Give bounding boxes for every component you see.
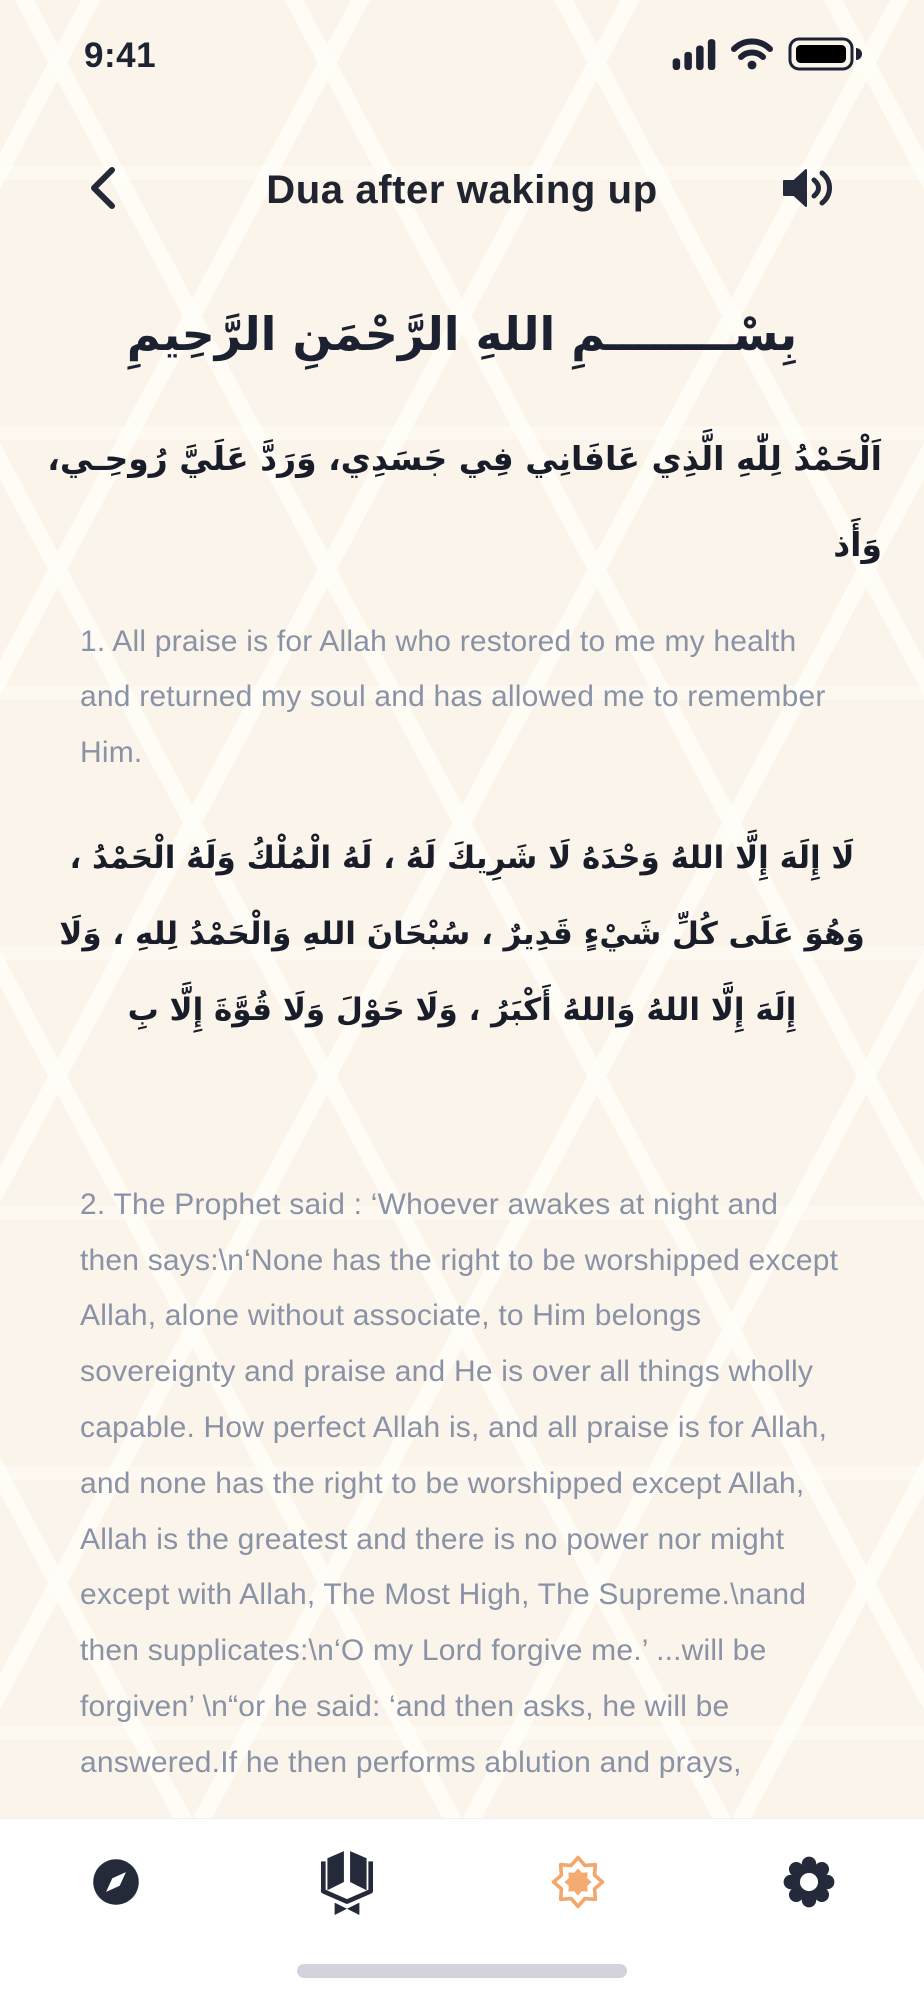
translation-text-1: 1. All praise is for Allah who restored to me my health and returned my soul and has allowed me to remember Him. <box>80 624 835 770</box>
nav-tab-duas-active[interactable] <box>462 1853 693 1915</box>
arabic-text-2: لَا إِلَهَ إِلَّا اللهُ وَحْدَهُ لَا شَرِيكَ لَهُ ، لَهُ الْمُلْكُ وَلَهُ الْحَمْدُ ، وَهُوَ عَلَى كُلِّ شَيْءٍ قَدِيرٌ ، سُبْحَانَ اللهِ وَالْحَمْدُ لِلهِ ، وَلَا إِلَهَ إِلَّا اللهُ وَاللهُ أَكْبَرُ ، وَلَا حَوْلَ وَلَا قُوَّةَ إِلَّا بِ <box>59 839 865 1028</box>
quran-book-icon <box>311 1848 383 1921</box>
chevron-left-icon <box>88 166 118 215</box>
bismillah-calligraphy: بِسْــــــــمِ اللهِ الرَّحْمَنِ الرَّحِيمِ <box>126 307 798 361</box>
header <box>0 156 924 224</box>
cellular-signal-icon <box>672 38 716 75</box>
status-icons <box>672 36 864 77</box>
settings-gear-icon <box>780 1853 838 1916</box>
speaker-icon <box>780 165 836 216</box>
nav-tab-quran[interactable] <box>231 1853 462 1915</box>
translation-text-2: 2. The Prophet said : ‘Whoever awakes at night and then says:\n‘None has the right to be worshipped except Allah, alone without associate, to Him belongs sovereignty and praise and He is over all things wholly capable. How perfect Allah is, and all praise is for Allah, and none has the right to be worshipped except Allah, Allah is the greatest and there is no power nor might except with Allah, The Most High, The Supreme.\nand then supplicates:\n‘O my Lord forgive me.’ ...will be forgiven’ \n“or he said: ‘and then asks, he will be answered.If he then performs ablution and prays, <box>80 1187 846 1779</box>
nav-tab-qibla-compass[interactable] <box>0 1853 231 1915</box>
wifi-icon <box>730 38 774 75</box>
status-bar <box>0 0 924 82</box>
nav-tab-settings[interactable] <box>693 1853 924 1915</box>
bottom-navigation <box>0 1818 924 2000</box>
status-time: 9:41 <box>84 36 157 75</box>
battery-icon <box>788 36 864 77</box>
back-button[interactable] <box>88 166 148 215</box>
home-indicator[interactable] <box>297 1964 627 1978</box>
arabic-text-1: اَلْحَمْدُ لِلّٰهِ الَّذِي عَافَانِي فِي جَسَدِي، وَرَدَّ عَلَيَّ رُوحِـي، وَأَذ <box>47 439 882 564</box>
compass-icon <box>88 1854 144 1915</box>
page-title: Dua after waking up <box>266 167 658 212</box>
nav-items <box>0 1819 924 1915</box>
dua-star-icon <box>549 1853 607 1916</box>
play-audio-button[interactable] <box>776 165 836 216</box>
